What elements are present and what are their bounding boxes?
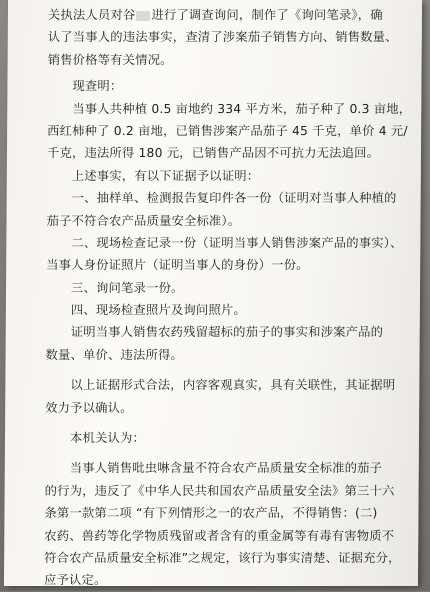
text-line-part: 进行了调查询问，制作了《询问笔录》，确	[151, 8, 383, 22]
text-line: 认了当事人的违法事实，查清了涉案茄子销售方向、销售数量、	[47, 30, 398, 45]
text-line: 二、现场检查记录一份（证明当事人销售涉案产品的事实）、	[71, 235, 403, 250]
section-heading: 本机关认为：	[69, 431, 146, 446]
section-heading: 现查明：	[72, 79, 123, 94]
text-line: 当事人共种植 0.5 亩地约 334 平方米，茄子种了 0.3 亩地，	[72, 101, 412, 116]
text-line: 条第一款第二项 “有下列情形之一的农产品，不得销售：(二)	[44, 506, 378, 521]
text-line: 以上证据形式合法，内容客观真实，具有关联性，其证据明	[70, 378, 396, 393]
text-line: 当事人销售吡虫啉含量不符合农产品质量安全标准的茄子	[69, 461, 383, 476]
text-line: 一、抽样单、检测报告复印件各一份（证明对当事人种植的	[71, 191, 397, 206]
text-line: 千克，违法所得 180 元，已销售产品因不可抗力无法追回。	[46, 146, 380, 161]
text-line: 符合农产品质量安全标准”之规定，该行为事实清楚、证据充分，	[44, 550, 401, 565]
text-line: 应予认定。	[43, 573, 107, 588]
text-line: 上述事实，有以下证据予以证明：	[71, 168, 260, 183]
text-line: 销售价格等有关情况。	[47, 52, 173, 67]
text-line: 当事人身份证照片（证明当事人的身份）一份。	[46, 258, 309, 273]
text-line	[48, 4, 408, 26]
text-line: 三、询问笔录一份。	[70, 280, 184, 295]
text-line: 效力予以确认。	[45, 400, 133, 415]
document-body	[43, 4, 412, 592]
text-line: 农药、兽药等化学物质残留或者含有的重金属等有毒有害物质不	[44, 528, 395, 543]
document-page	[4, 0, 422, 586]
text-line: 数量、单价、违法所得。	[45, 347, 184, 362]
text-line: 证明当事人销售农药残留超标的茄子的事实和涉案产品的	[70, 325, 384, 340]
text-line: 茄子不符合农产品质量安全标准）。	[46, 213, 241, 228]
text-line-part: 关执法人员对谷	[47, 8, 136, 22]
text-line: 四、现场检查照片及询问照片。	[70, 303, 246, 318]
text-line: 西红柿种了 0.2 亩地，已销售涉案产品茄子 45 千克，单价 4 元/	[47, 123, 408, 138]
redacted-name	[136, 11, 150, 21]
text-line: 的行为，违反了《中华人民共和国农产品质量安全法》第三十六	[44, 483, 395, 498]
